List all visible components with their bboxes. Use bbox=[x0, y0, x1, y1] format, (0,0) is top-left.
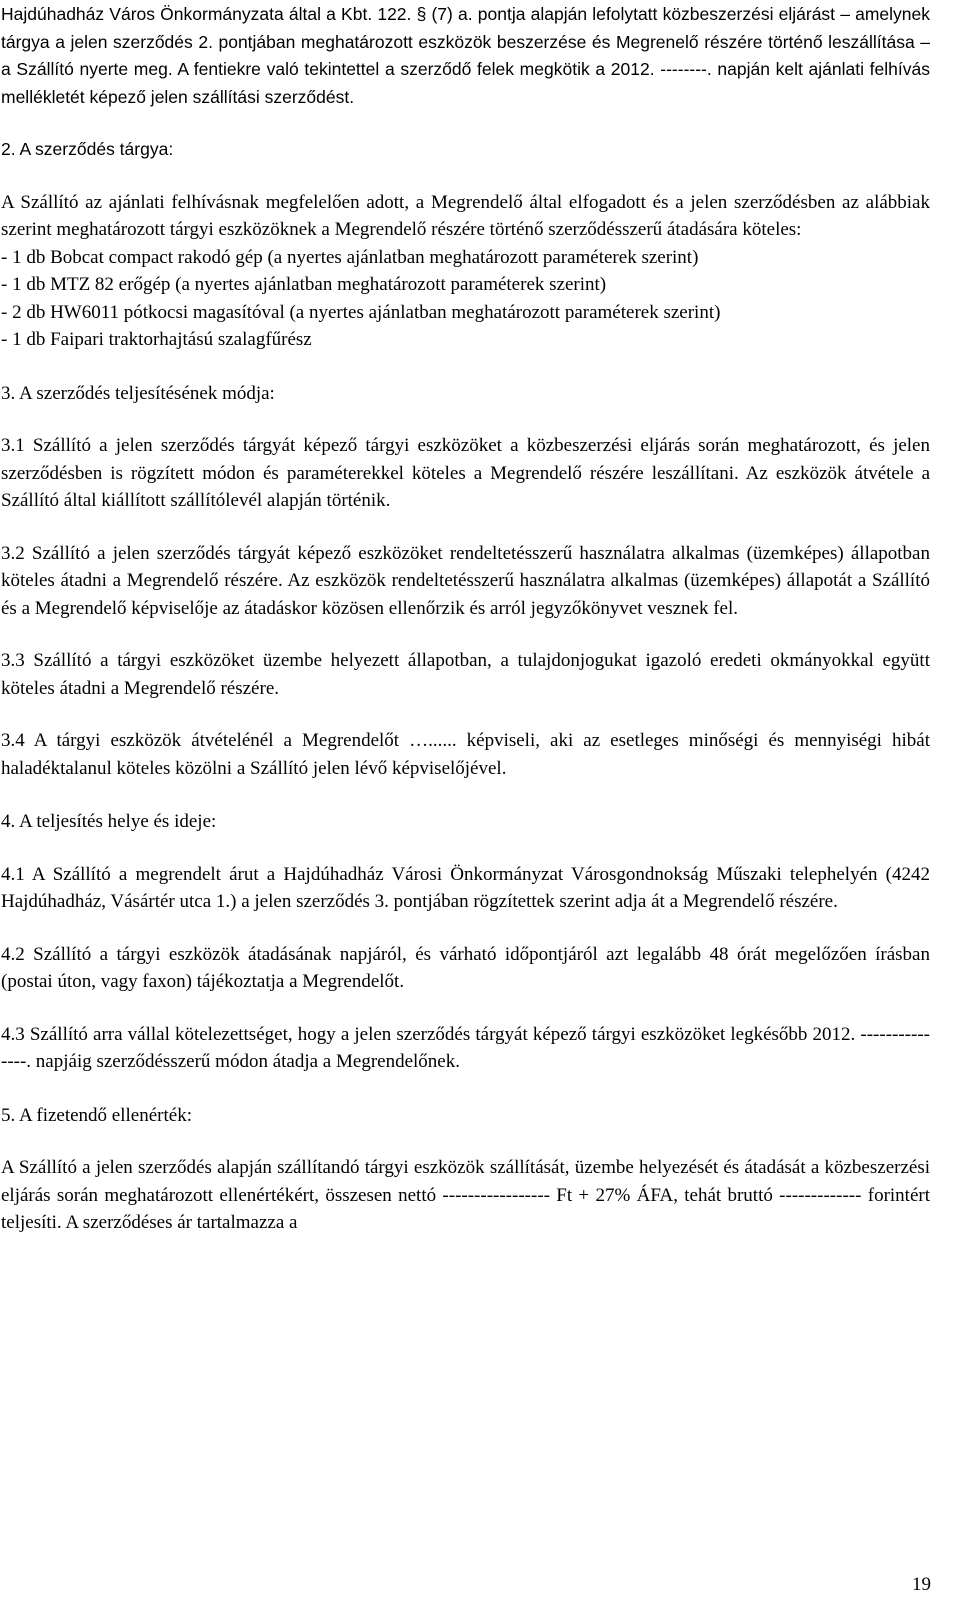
list-item: - 2 db HW6011 pótkocsi magasítóval (a nyertes ajánlatban meghatározott paraméterek szerint) bbox=[1, 301, 721, 323]
list-item: - 1 db MTZ 82 erőgép (a nyertes ajánlatban meghatározott paraméterek szerint) bbox=[1, 274, 607, 295]
document-body bbox=[1, 1, 930, 1237]
section-3-4-paragraph: 3.4 A tárgyi eszközök átvételénél a Megrendelőt …...... képviseli, aki az esetleges minőségi és mennyiségi hibát haladéktalanul köteles közölni a Szállító jelen lévő képviselőjével. bbox=[1, 730, 930, 779]
section-5-paragraph: A Szállító a jelen szerződés alapján szállítandó tárgyi eszközök szállítását, üzembe helyezését és átadását a közbeszerzési eljárás során meghatározott ellenértékért, összesen nettó ----------------- Ft + 27% ÁFA, tehát bruttó ------------- forintért teljesíti. A szerződéses ár tartalmazza a bbox=[1, 1157, 930, 1233]
section-4-2-paragraph: 4.2 Szállító a tárgyi eszközök átadásának napjáról, és várható időpontjáról azt legalább 48 órát megelőzően írásban (postai úton, vagy faxon) tájékoztatja a Megrendelőt. bbox=[1, 943, 930, 992]
section-3-1-paragraph: 3.1 Szállító a jelen szerződés tárgyát képező tárgyi eszközöket a közbeszerzési eljárás során meghatározott, és jelen szerződésben is rögzített módon és paraméterekkel köteles a Megrendelő részére leszállítani. Az eszközök átvétele a Szállító által kiállított szállítólevél alapján történik. bbox=[1, 435, 930, 511]
list-item: - 1 db Bobcat compact rakodó gép (a nyertes ajánlatban meghatározott paraméterek szerint) bbox=[1, 246, 699, 268]
section-2-heading: 2. A szerződés tárgya: bbox=[1, 139, 174, 159]
section-3-3-paragraph: 3.3 Szállító a tárgyi eszközöket üzembe helyezett állapotban, a tulajdonjogukat igazoló eredeti okmányokkal együtt köteles átadni a Megrendelő részére. bbox=[1, 650, 930, 699]
section-2-body: A Szállító az ajánlati felhívásnak megfelelően adott, a Megrendelő által elfogadott és a jelen szerződésben az alábbiak szerint meghatározott tárgyi eszközöknek a Megrendelő részére történő szerződésszerű átadására köteles: bbox=[1, 191, 930, 240]
section-4-3-paragraph: 4.3 Szállító arra vállal kötelezettséget, hogy a jelen szerződés tárgyát képező tárgyi eszközöket legkésőbb 2012. ---------------. napjáig szerződésszerű módon átadja a Megrendelőnek. bbox=[1, 1023, 930, 1072]
equipment-list bbox=[1, 244, 930, 354]
section-5-heading: 5. A fizetendő ellenérték: bbox=[1, 1104, 192, 1126]
section-3-2-paragraph: 3.2 Szállító a jelen szerződés tárgyát képező eszközöket rendeltetésszerű használatra alkalmas (üzemképes) állapotban köteles átadni a Megrendelő részére. Az eszközök rendeltetésszerű használatra alkalmas (üzemképes) állapotát a Szállító és a Megrendelő képviselője az átadáskor közösen ellenőrzik és arról jegyzőkönyvet vesznek fel. bbox=[1, 542, 930, 619]
intro-paragraph: Hajdúhadház Város Önkormányzata által a Kbt. 122. § (7) a. pontja alapján lefolytatt közbeszerzési eljárást – amelynek tárgya a jelen szerződés 2. pontjában meghatározott eszközök beszerzése és Megrenelő részére történő leszállítása – a Szállító nyerte meg. A fentiekre való tekintettel a szerződő felek megkötik a 2012. --------. napján kelt ajánlati felhívás mellékletét képező jelen szállítási szerződést. bbox=[1, 4, 930, 107]
section-4-1-paragraph: 4.1 A Szállító a megrendelt árut a Hajdúhadház Városi Önkormányzat Városgondnokság Műszaki telephelyén (4242 Hajdúhadház, Vásártér utca 1.) a jelen szerződés 3. pontjában rögzítettek szerint adja át a Megrendelő részére. bbox=[1, 863, 930, 912]
list-item: - 1 db Faipari traktorhajtású szalagfűrész bbox=[1, 329, 312, 350]
section-4-heading: 4. A teljesítés helye és ideje: bbox=[1, 811, 217, 832]
page-number: 19 bbox=[912, 1574, 931, 1595]
section-3-heading: 3. A szerződés teljesítésének módja: bbox=[1, 382, 275, 404]
